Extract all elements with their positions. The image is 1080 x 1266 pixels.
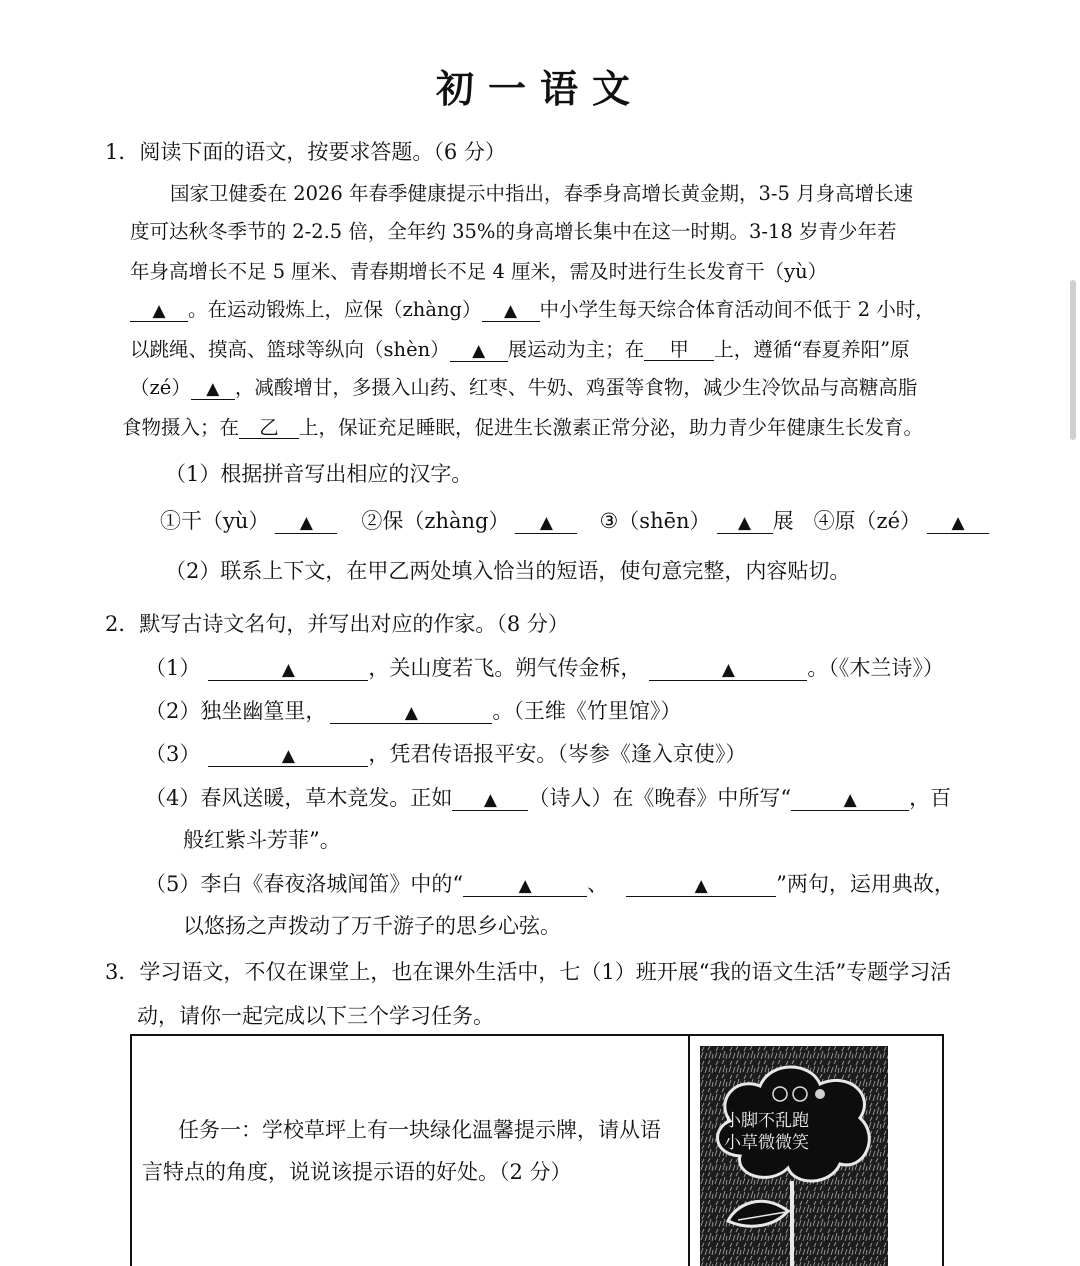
passage-text: ，减酸增甘，多摄入山药、红枣、牛奶、鸡蛋等食物，减少生冷饮品与高糖高脂 <box>234 376 918 399</box>
answer-blank[interactable] <box>626 873 776 897</box>
blank-marker: ▲ <box>472 341 486 361</box>
jia-blank[interactable] <box>644 339 714 361</box>
blank-marker: ▲ <box>152 301 166 321</box>
poem-text: （诗人）在《晚春》中所写“ <box>528 786 792 810</box>
poem-text: （4）春风送暖，草木竞发。正如 <box>145 786 453 810</box>
q2-item-5 <box>145 868 955 898</box>
q2-item-5-cont: 以悠扬之声拨动了万千游子的思乡心弦。 <box>183 914 561 938</box>
blank-marker: ▲ <box>404 703 418 723</box>
q2-item-4 <box>145 782 951 812</box>
yi-blank[interactable] <box>239 417 299 439</box>
blank-marker: ▲ <box>206 379 220 399</box>
poem-text: 、 <box>587 872 609 896</box>
answer-blank[interactable] <box>330 700 492 724</box>
answer-blank[interactable] <box>191 377 235 400</box>
yi-label: 乙 <box>259 416 279 439</box>
q3-intro: 3．学习语文，不仅在课堂上，也在课外生活中，七（1）班开展“我的语文生活”专题学习活 <box>105 960 952 984</box>
sign-illustration <box>700 1046 888 1266</box>
blank-marker: ▲ <box>539 513 553 533</box>
q2-heading: 2．默写古诗文名句，并写出对应的作家。（8 分） <box>105 612 569 636</box>
blank-marker: ▲ <box>518 876 532 896</box>
passage-text: （zé） <box>130 376 191 399</box>
q2-item-2 <box>145 695 681 725</box>
task1-text-cont: 言特点的角度，说说该提示语的好处。（2 分） <box>142 1160 572 1184</box>
q2-item-1 <box>145 652 944 682</box>
answer-blank[interactable] <box>515 510 577 534</box>
answer-blank[interactable] <box>717 510 773 534</box>
passage-text: 展运动为主；在 <box>507 338 645 361</box>
q1-passage-line: 度可达秋冬季节的 2-2.5 倍，全年约 35%的身高增长集中在这一时期。3-18 岁青少年若 <box>130 220 897 243</box>
poem-text: ”两句，运用典故， <box>776 872 955 896</box>
sign-line-1: 小脚不乱跑 <box>724 1111 809 1131</box>
passage-text: 以跳绳、摸高、篮球等纵向（shèn） <box>130 338 450 361</box>
box-divider <box>688 1036 690 1266</box>
blank-marker: ▲ <box>951 513 965 533</box>
pinyin-item: ③（shēn） <box>599 509 711 533</box>
blank-marker: ▲ <box>281 660 295 680</box>
poem-source: ，凭君传语报平安。（岑参《逢入京使》） <box>368 742 747 766</box>
passage-text: 上，保证充足睡眠，促进生长激素正常分泌，助力青少年健康生长发育。 <box>299 416 924 439</box>
poem-source: 。（《木兰诗》） <box>807 656 944 680</box>
blank-marker: ▲ <box>483 790 497 810</box>
pinyin-item: ①干（yù） <box>160 509 270 533</box>
answer-blank[interactable] <box>208 743 368 767</box>
poem-text: （2）独坐幽篁里， <box>145 699 327 723</box>
answer-blank[interactable] <box>450 339 508 362</box>
task1-text: 任务一：学校草坪上有一块绿化温馨提示牌，请从语 <box>178 1118 661 1142</box>
poem-text: ，关山度若飞。朔气传金柝， <box>368 656 642 680</box>
blank-marker: ▲ <box>721 660 735 680</box>
passage-text: 食物摄入；在 <box>122 416 240 439</box>
answer-blank[interactable] <box>927 510 989 534</box>
answer-blank[interactable] <box>275 510 337 534</box>
scrollbar[interactable] <box>1070 280 1076 440</box>
sign-line-2: 小草微微笑 <box>724 1133 809 1153</box>
answer-blank[interactable] <box>452 787 528 811</box>
answer-blank[interactable] <box>791 787 909 811</box>
blank-marker: ▲ <box>738 513 752 533</box>
passage-text: 。在运动锻炼上，应保（zhàng） <box>188 298 482 321</box>
q1-passage-line <box>130 372 917 400</box>
pinyin-item: ②保（zhàng） <box>361 509 510 533</box>
q2-item-4-cont: 般红紫斗芳菲”。 <box>183 828 341 852</box>
task-box <box>130 1034 944 1266</box>
q1-sub2: （2）联系上下文，在甲乙两处填入恰当的短语，使句意完整，内容贴切。 <box>165 559 851 583</box>
passage-text: 中小学生每天综合体育活动间不低于 2 小时， <box>539 298 935 321</box>
q1-passage-line <box>130 294 935 322</box>
pinyin-item: 展 <box>772 509 794 533</box>
item-number: （3） <box>145 742 201 766</box>
green-tip-sign-image <box>700 1046 888 1266</box>
passage-text: 上，遵循“春夏养阳”原 <box>714 338 910 361</box>
pinyin-row <box>160 505 989 535</box>
q1-heading: 1．阅读下面的语文，按要求答题。（6 分） <box>105 140 506 164</box>
poem-source: 。（王维《竹里馆》） <box>492 699 682 723</box>
item-number: （1） <box>145 656 201 680</box>
q3-intro-cont: 动，请你一起完成以下三个学习任务。 <box>137 1004 494 1028</box>
q2-item-3 <box>145 738 746 768</box>
jia-label: 甲 <box>669 338 689 361</box>
page-title: 初一语文 <box>435 66 644 111</box>
poem-text: ，百 <box>909 786 952 810</box>
blank-marker: ▲ <box>281 746 295 766</box>
blank-marker: ▲ <box>503 301 518 321</box>
q1-passage-line: 国家卫健委在 2026 年春季健康提示中指出，春季身高增长黄金期，3-5 月身高增长速 <box>170 182 914 205</box>
answer-blank[interactable] <box>463 873 587 897</box>
answer-blank[interactable] <box>130 299 188 322</box>
blank-marker: ▲ <box>694 876 708 896</box>
q1-passage-line <box>122 412 923 440</box>
answer-blank[interactable] <box>482 299 540 322</box>
q1-sub1: （1）根据拼音写出相应的汉字。 <box>165 462 473 486</box>
blank-marker: ▲ <box>843 790 857 810</box>
answer-blank[interactable] <box>208 657 368 681</box>
blank-marker: ▲ <box>299 513 313 533</box>
q1-passage-line <box>130 334 910 362</box>
answer-blank[interactable] <box>649 657 807 681</box>
poem-text: （5）李白《春夜洛城闻笛》中的“ <box>145 872 464 896</box>
q1-passage-line: 年身高增长不足 5 厘米、青春期增长不足 4 厘米，需及时进行生长发育干（yù） <box>130 260 828 283</box>
pinyin-item: ④原（zé） <box>813 509 922 533</box>
